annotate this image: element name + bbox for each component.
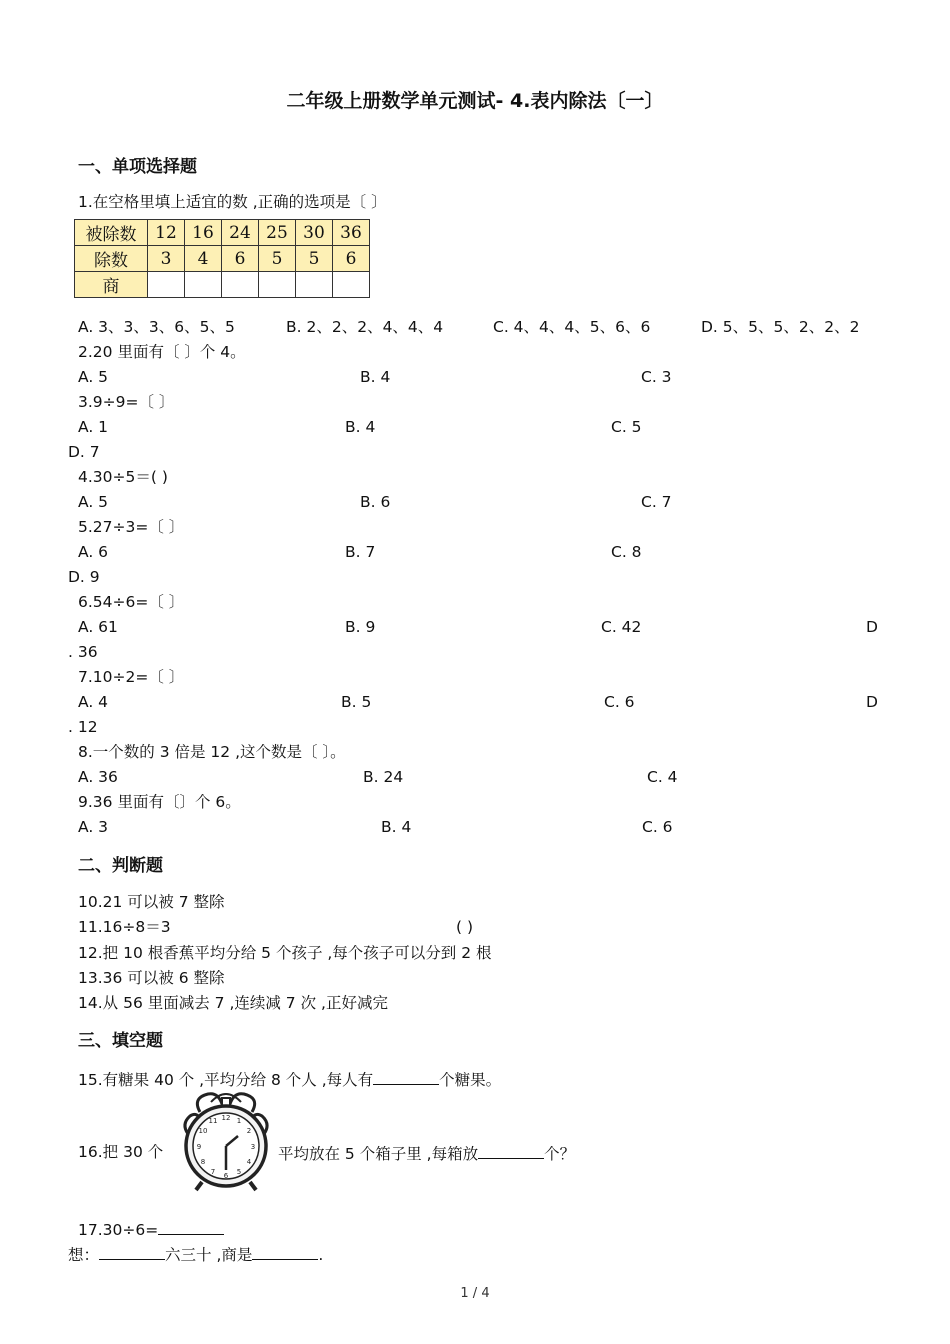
- table-cell-blank[interactable]: [333, 272, 370, 298]
- option-b[interactable]: B. 9: [345, 618, 376, 636]
- question-8: 8.一个数的 3 倍是 12 ,这个数是〔 〕。: [78, 743, 346, 761]
- question-2: 2.20 里面有〔 〕个 4。: [78, 343, 246, 361]
- option-d[interactable]: D. 7: [68, 443, 100, 461]
- table-cell: 12: [148, 220, 185, 246]
- option-b[interactable]: B. 6: [360, 493, 391, 511]
- table-cell-blank[interactable]: [259, 272, 296, 298]
- question-1: 1.在空格里填上适宜的数 ,正确的选项是〔 〕: [78, 193, 387, 211]
- option-a[interactable]: A. 3: [78, 818, 109, 836]
- table-cell: 24: [222, 220, 259, 246]
- question-14: 14.从 56 里面减去 7 ,连续减 7 次 ,正好减完: [78, 994, 388, 1012]
- question-16: [278, 1142, 575, 1164]
- section-heading-fill: 三、填空题: [78, 1031, 163, 1051]
- option-a[interactable]: A. 5: [78, 368, 109, 386]
- svg-text:9: 9: [196, 1143, 202, 1151]
- question-7: 7.10÷2=〔 〕: [78, 668, 185, 686]
- question-6: 6.54÷6=〔 〕: [78, 593, 185, 611]
- table-cell: 6: [333, 246, 370, 272]
- option-a[interactable]: A. 3、3、3、6、5、5: [78, 318, 235, 336]
- option-d-value[interactable]: . 36: [68, 643, 98, 661]
- table-cell: 25: [259, 220, 296, 246]
- section-heading-judge: 二、判断题: [78, 856, 163, 876]
- hint-tail: .: [318, 1246, 324, 1264]
- answer-blank[interactable]: [99, 1243, 165, 1260]
- table-cell-blank[interactable]: [222, 272, 259, 298]
- question-17: [78, 1218, 224, 1240]
- question-15: [78, 1068, 501, 1090]
- question-15-text: 15.有糖果 40 个 ,平均分给 8 个人 ,每人有: [78, 1071, 374, 1089]
- svg-text:5: 5: [236, 1168, 242, 1176]
- table-cell-blank[interactable]: [148, 272, 185, 298]
- option-b[interactable]: B. 4: [381, 818, 412, 836]
- table-cell: 5: [259, 246, 296, 272]
- option-c[interactable]: C. 6: [642, 818, 673, 836]
- table-cell: 30: [296, 220, 333, 246]
- table-cell-blank[interactable]: [296, 272, 333, 298]
- option-c[interactable]: C. 6: [604, 693, 635, 711]
- question-5: 5.27÷3=〔 〕: [78, 518, 185, 536]
- option-c[interactable]: C. 7: [641, 493, 672, 511]
- table-cell: 除数: [75, 246, 148, 272]
- svg-text:10: 10: [198, 1127, 208, 1135]
- question-4: 4.30÷5＝( ): [78, 468, 168, 486]
- option-a[interactable]: A. 61: [78, 618, 118, 636]
- alarm-clock-icon: [178, 1090, 274, 1192]
- option-d-value[interactable]: . 12: [68, 718, 98, 736]
- question-15-tail: 个糖果。: [439, 1071, 502, 1089]
- table-cell: 16: [185, 220, 222, 246]
- option-b[interactable]: B. 4: [360, 368, 391, 386]
- question-17-text: 17.30÷6=: [78, 1221, 159, 1239]
- option-c[interactable]: C. 42: [601, 618, 642, 636]
- table-row: [75, 220, 370, 246]
- table-cell: 商: [75, 272, 148, 298]
- svg-text:6: 6: [223, 1172, 229, 1180]
- option-d[interactable]: D: [866, 618, 878, 636]
- option-b[interactable]: B. 4: [345, 418, 376, 436]
- option-a[interactable]: A. 4: [78, 693, 109, 711]
- svg-text:2: 2: [246, 1127, 252, 1135]
- hint-prefix: 想：: [68, 1246, 100, 1264]
- option-b[interactable]: B. 24: [363, 768, 404, 786]
- svg-text:4: 4: [246, 1158, 252, 1166]
- svg-text:1: 1: [236, 1117, 242, 1125]
- table-row: [75, 272, 370, 298]
- table-cell: 6: [222, 246, 259, 272]
- table-cell: 5: [296, 246, 333, 272]
- answer-blank[interactable]: [252, 1243, 318, 1260]
- question-11: 11.16÷8＝3: [78, 918, 171, 936]
- answer-blank[interactable]: [373, 1068, 439, 1085]
- answer-blank[interactable]: [478, 1142, 544, 1159]
- table-cell: 3: [148, 246, 185, 272]
- option-c[interactable]: C. 4、4、4、5、6、6: [493, 318, 651, 336]
- question-16-text: 平均放在 5 个箱子里 ,每箱放: [278, 1145, 479, 1163]
- question-16-tail: 个？: [544, 1145, 576, 1163]
- svg-text:7: 7: [210, 1168, 216, 1176]
- question-13: 13.36 可以被 6 整除: [78, 969, 225, 987]
- question-17-hint: [68, 1243, 323, 1265]
- page-title: 二年级上册数学单元测试- 4.表内除法〔一〕: [286, 90, 664, 112]
- option-d[interactable]: D: [866, 693, 878, 711]
- option-a[interactable]: A. 36: [78, 768, 118, 786]
- table-row: [75, 246, 370, 272]
- page-number: 1 / 4: [460, 1286, 490, 1301]
- svg-text:8: 8: [200, 1158, 206, 1166]
- option-c[interactable]: C. 4: [647, 768, 678, 786]
- option-a[interactable]: A. 5: [78, 493, 109, 511]
- option-b[interactable]: B. 5: [341, 693, 372, 711]
- option-c[interactable]: C. 8: [611, 543, 642, 561]
- option-a[interactable]: A. 1: [78, 418, 109, 436]
- division-table: [74, 219, 370, 298]
- option-b[interactable]: B. 2、2、2、4、4、4: [286, 318, 444, 336]
- question-16-text: 16.把 30 个: [78, 1143, 164, 1161]
- answer-blank[interactable]: [158, 1218, 224, 1235]
- question-12: 12.把 10 根香蕉平均分给 5 个孩子 ,每个孩子可以分到 2 根: [78, 944, 492, 962]
- section-heading-choice: 一、单项选择题: [78, 157, 197, 177]
- hint-middle: 六三十 ,商是: [165, 1246, 253, 1264]
- option-c[interactable]: C. 3: [641, 368, 672, 386]
- option-b[interactable]: B. 7: [345, 543, 376, 561]
- answer-parentheses[interactable]: ( ): [456, 918, 474, 936]
- option-c[interactable]: C. 5: [611, 418, 642, 436]
- option-d[interactable]: D. 9: [68, 568, 100, 586]
- option-a[interactable]: A. 6: [78, 543, 109, 561]
- question-10: 10.21 可以被 7 整除: [78, 893, 225, 911]
- table-cell: 被除数: [75, 220, 148, 246]
- table-cell: 4: [185, 246, 222, 272]
- question-3: 3.9÷9=〔 〕: [78, 393, 175, 411]
- svg-text:11: 11: [208, 1117, 218, 1125]
- question-9: 9.36 里面有〔〕个 6。: [78, 793, 241, 811]
- svg-text:12: 12: [221, 1114, 231, 1122]
- table-cell: 36: [333, 220, 370, 246]
- table-cell-blank[interactable]: [185, 272, 222, 298]
- svg-text:3: 3: [250, 1143, 256, 1151]
- option-d[interactable]: D. 5、5、5、2、2、2: [701, 318, 860, 336]
